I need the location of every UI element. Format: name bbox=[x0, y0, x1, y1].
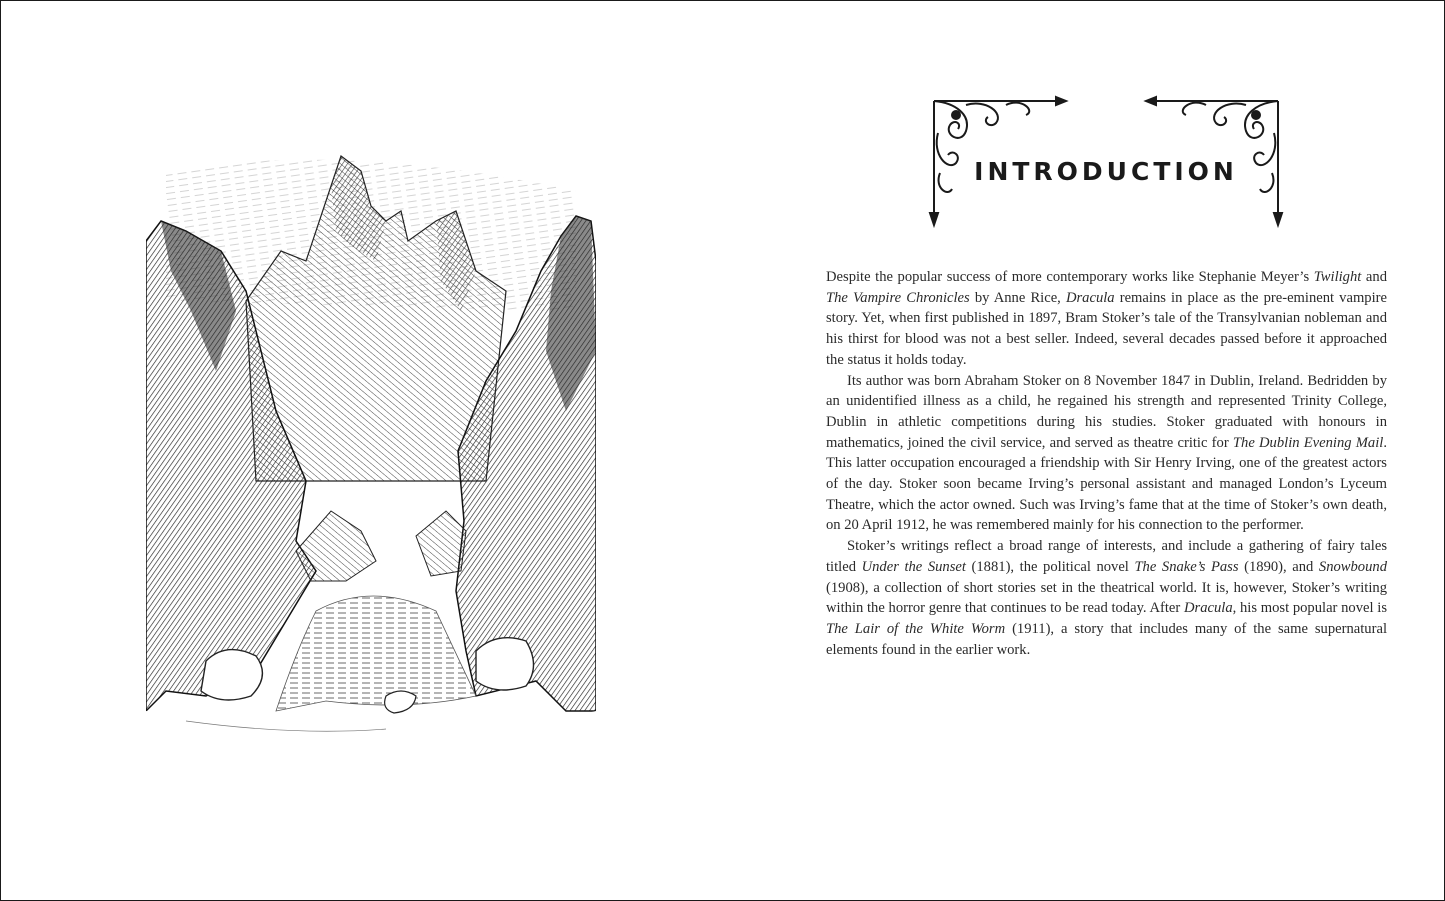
italic-title: The Lair of the White Worm bbox=[826, 620, 1006, 637]
text-run: and bbox=[1361, 269, 1387, 285]
page-title: INTRODUCTION bbox=[974, 157, 1238, 186]
text-run: Despite the popular success of more contemporary works like Stephanie Meyer’s bbox=[826, 269, 1314, 285]
text-run: , his most popular novel is bbox=[1232, 600, 1387, 617]
italic-title: Twilight bbox=[1313, 269, 1362, 285]
text-run: remains in place as the pre-eminent vampire story. Yet, when first published in 1897, Bram Stoker’s tale of the Transylvanian nobleman and his thirst for blood was not a best seller. Indeed, several decades passed before it approached the status it holds today. bbox=[826, 289, 1387, 368]
italic-title: The Snake’s Pass bbox=[1134, 558, 1239, 575]
mountain-gorge-illustration bbox=[146, 151, 596, 751]
paragraph-1 bbox=[826, 267, 1387, 371]
paragraph-2 bbox=[826, 371, 1387, 537]
text-run: . This latter occupation encouraged a friendship with Sir Henry Irving, one of the greatest actors of the day. Stoker soon became Irving’s personal assistant and managed London’s Lyceum Theatre, which the actor owned. Such was Irving’s fame that at the time of Stoker’s own death, on 20 April 1912, he was remembered mainly for his connection to the performer. bbox=[826, 434, 1387, 534]
text-run: (1881), the political novel bbox=[965, 558, 1135, 575]
text-run: (1890), and bbox=[1238, 558, 1319, 575]
heading-ornament-frame bbox=[926, 93, 1286, 231]
italic-title: The Vampire Chronicles bbox=[826, 289, 970, 306]
italic-title: The Dublin Evening Mail bbox=[1232, 434, 1384, 451]
introduction-body bbox=[826, 267, 1387, 660]
italic-title: Dracula bbox=[1183, 600, 1233, 617]
text-run: Stoker’s writings reflect a broad range of interests, and include a gathering of fairy tales titled bbox=[826, 538, 1387, 575]
text-run: (1908), a collection of short stories set in the theatrical world. It is, however, Stoker’s writing within the horror genre that continues to be read today. After bbox=[826, 579, 1387, 617]
italic-title: Snowbound bbox=[1318, 558, 1387, 575]
text-run: Its author was born Abraham Stoker on 8 November 1847 in Dublin, Ireland. Bedridden by an unidentified illness as a child, he regained his strength and represented Trinity College, Dublin in athletic competitions during his studies. Stoker graduated with honours in mathematics, joined the civil service, and served as theatre critic for bbox=[826, 372, 1387, 451]
engraving-image bbox=[146, 151, 596, 751]
italic-title: Dracula bbox=[1065, 289, 1115, 306]
paragraph-3 bbox=[826, 536, 1387, 660]
text-run: (1911), a story that includes many of the same supernatural elements found in the earlier work. bbox=[826, 620, 1387, 658]
text-run: by Anne Rice, bbox=[969, 289, 1066, 306]
italic-title: Under the Sunset bbox=[861, 558, 966, 575]
